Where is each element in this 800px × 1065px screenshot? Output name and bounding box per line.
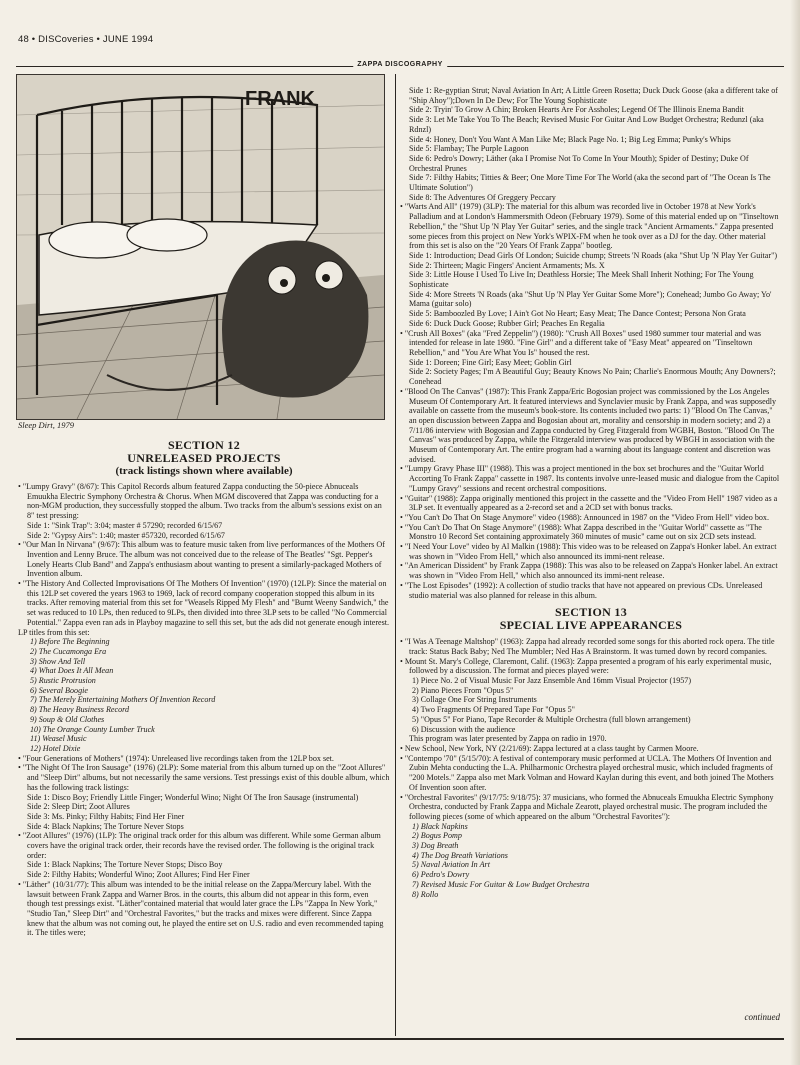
st-marys-list: [400, 676, 782, 734]
entry-st-marys: • Mount St. Mary's College, Claremont, Calif. (1963): Zappa presented a program of his early experimental music, followed by a discussion. The format and pieces played were:: [400, 657, 782, 676]
lp-titles-intro: LP titles from this set:: [18, 627, 90, 637]
entry-contempo-70: • "Contempo '70" (5/15/70): A festival of contemporary music performed at UCLA. The Mothers Of Invention and Zubin Mehta conducting the L.A. Philharmonic Orchestra played orchestral music, which included fragments of "200 Motels." Zappa also met Mark Volman and Howard Kaylan during this event, and both joined The Mothers Of Invention soon after.: [400, 754, 782, 793]
list-item: 9) Soup & Old Clothes: [30, 714, 105, 724]
list-item: 7) The Merely Entertaining Mothers Of Invention Record: [30, 695, 216, 705]
lather-side2: Side 2: Tryin' To Grow A Chin; Broken Hearts Are For Assholes; Legend Of The Illinois Enema Bandit: [409, 105, 744, 115]
entry-lumpy-gravy: • "Lumpy Gravy" (8/67): This Capitol Records album featured Zappa conducting the 50-piece Abnuceals Emuukha Electric Symphony Orchestra & Chorus. When MGM discovered that Zappa was conducting for a non-MGM production, they successfully stopped the album. Two tracks from the album's sessions exist on an 8" test pressing:: [18, 482, 390, 521]
entry-warts-and-all: • "Warts And All" (1979) (3LP): The material for this album was recorded live in October 1978 at New York's Palladium and at London's Hammersmith Odeon (February 1979). Some of this material ended up on "Tinseltown Rebellion," the "Shut Up 'N Play Yer Guitar" series, and the single track "Ancient Armaments." Zappa presented some pieces from this project on New York's WPIX-FM when he took over as a DJ for the day. Other material from this set is also on the "20 Years Of Frank Zappa" bootleg.: [400, 202, 782, 251]
section12-note: (track listings shown where available): [115, 465, 293, 477]
list-item: 1) Piece No. 2 of Visual Music For Jazz Ensemble And 16mm Visual Projector (1957): [412, 676, 692, 686]
footer-rule: [16, 1038, 784, 1040]
bedroom-drawing: [17, 75, 384, 419]
warts-side1: Side 1: Introduction; Dead Girls Of London; Suicide chump; Streets 'N Roads (aka "Shut Up 'N Play Yer Guitar"): [409, 250, 778, 260]
list-item: 11) Weasel Music: [30, 734, 87, 744]
lather-side7: Side 7: Filthy Habits; Titties & Beer; One More Time For The World (aka the second part of "The Ocean Is The Ultimate Solution"): [409, 173, 771, 193]
warts-side4: Side 4: More Streets 'N Roads (aka "Shut Up 'N Play Yer Guitar Some More"); Conehead; Jumbo Go Away; Yo' Mama (guitar solo): [409, 289, 772, 309]
list-item: 2) The Cucamonga Era: [30, 646, 107, 656]
entry-stage-video: • "You Can't Do That On Stage Anymore" video (1988): Announced in 1987 on the "Video From Hell" video box.: [400, 513, 782, 523]
sausage-side1: Side 1: Disco Boy; Friendly Little Finger; Wonderful Wino; Night Of The Iron Sausage (instrumental): [27, 792, 359, 802]
page-edge-shadow: [790, 0, 800, 1065]
entry-teenage-maltshop: • "I Was A Teenage Maltshop" (1963): Zappa had already recorded some songs for this aborted rock opera. The title track: Status Back Baby; Ned The Mumbler; Ned Has A Brainstorm. It was turned down by record companies.: [400, 637, 782, 656]
list-item: 3) Show And Tell: [30, 656, 86, 666]
section-label: ZAPPA DISCOGRAPHY: [353, 61, 447, 68]
entry-lather: • "Läther" (10/31/77): This album was intended to be the initial release on the Zappa/Mercury label. With the lawsuit between Frank Zappa and Warner Bros. in the courts, this album did not appear in this form, even though test pressings exist. "Läther"contained material that would later grace the LPs "Zappa In New York," "Studio Tan," Sleep Dirt" and "Orchestral Favorites," but the tracks and mixes were different. Since Zappa knew that the album was not coming out, he played the entire set on U.S. radio and even recommended taping it. The titles were;: [18, 880, 390, 938]
zoot-side1: Side 1: Black Napkins; The Torture Never Stops; Disco Boy: [27, 860, 223, 870]
lp-titles-list: [18, 637, 390, 753]
entry-crush-all-boxes: • "Crush All Boxes" (aka "Fred Zeppelin") (1980): "Crush All Boxes" used 1980 summer tour material and was intended for release in late 1980. "Fine Girl" and a different take of "Easy Meat" appeared on "Tinseltown Rebellion," and "You Are What You Is" housed the rest.: [400, 329, 782, 358]
section12-title: SECTION 12: [167, 438, 241, 452]
section13-subtitle: SPECIAL LIVE APPEARANCES: [499, 618, 683, 633]
list-item: 6) Several Boogie: [30, 685, 88, 695]
list-item: 1) Before The Beginning: [30, 637, 110, 647]
page-folio: 48 • DISCoveries • JUNE 1994: [18, 34, 154, 45]
list-item: 4) The Dog Breath Variations: [412, 850, 508, 860]
entry-new-school: • New School, New York, NY (2/21/69): Zappa lectured at a class taught by Carmen Moore.: [400, 744, 782, 754]
lather-side6: Side 6: Pedro's Dowry; Läther (aka I Promise Not To Come In Your Mouth); Spider of Destiny; Duke Of Orchestral Prunes: [409, 153, 749, 173]
section13-title: SECTION 13: [554, 605, 628, 620]
sleep-dirt-illustration: [16, 74, 385, 420]
list-item: 4) Two Fragments Of Prepared Tape For "Opus 5": [412, 705, 575, 715]
sausage-side2: Side 2: Sleep Dirt; Zoot Allures: [27, 802, 130, 812]
warts-side3: Side 3: Little House I Used To Live In; Deathless Horsie; The Meek Shall Inherit Nothing; For The Young Sophisticate: [409, 270, 754, 290]
crush-side2: Side 2: Society Pages; I'm A Beautiful Guy; Beauty Knows No Pain; Charlie's Enormous Mouth; Any Downers?; Conehead: [409, 367, 776, 387]
list-item: 4) What Does It All Mean: [30, 666, 114, 676]
entry-lost-episodes: • "The Lost Episodes" (1992): A collection of studio tracks that have not appeared on previous CDs. Unreleased studio material was also planned for release in this album.: [400, 581, 782, 600]
orchestral-list: [400, 822, 782, 900]
lather-side1: Side 1: Re-gyptian Strut; Naval Aviation In Art; A Little Green Rosetta; Duck Duck Goose (aka a different take of "Ship Ahoy");Down In De Dew; For The Young Sophisticate: [409, 86, 778, 105]
lather-side3: Side 3: Let Me Take You To The Beach; Revised Music For Guitar And Low Budget Orchestra; Redunzl (aka Rdnzl): [409, 115, 764, 134]
list-item: 10) The Orange County Lumber Truck: [30, 724, 155, 734]
list-item: 12) Hotel Dixie: [30, 743, 81, 753]
lather-side8: Side 8: The Adventures Of Greggery Peccary: [409, 192, 556, 202]
list-item: 6) Pedro's Dowry: [412, 870, 470, 880]
entry-american-dissident: • "An American Dissident" by Frank Zappa (1988): This was also to be released on Zappa's Honker label. An extract was shown in "Video From Hell," which also announced its immi-nent release.: [400, 561, 782, 580]
entry-orchestral-favorites: • "Orchestral Favorites" (9/17/75: 9/18/75): 37 musicians, who formed the Abnuceals Emuukha Electric Symphony Orchestra, conducted by Frank Zappa and Michale Zearott, played orchestral music. The program included the following pieces (some of which appeared on the album "Orchestral Favorites"):: [400, 793, 782, 822]
list-item: 8) The Heavy Business Record: [30, 705, 130, 715]
section12-heading: [18, 439, 390, 477]
right-column: [400, 86, 782, 899]
list-item: 2) Piano Pieces From "Opus 5": [412, 685, 514, 695]
list-item: 7) Revised Music For Guitar & Low Budget Orchestra: [412, 879, 590, 889]
list-item: 5) "Opus 5" For Piano, Tape Recorder & Multiple Orchestra (full blown arrangement): [412, 714, 691, 724]
list-item: 3) Collage One For String Instruments: [412, 695, 537, 705]
continued-label: continued: [744, 1012, 780, 1022]
list-item: 6) Discussion with the audience: [412, 724, 516, 734]
sausage-side4: Side 4: Black Napkins; The Torture Never Stops: [27, 821, 184, 831]
list-item: 8) Rollo: [412, 889, 439, 899]
zoot-side2: Side 2: Filthy Habits; Wonderful Wino; Zoot Allures; Find Her Finer: [27, 870, 250, 880]
lather-side5: Side 5: Flambay; The Purple Lagoon: [409, 144, 529, 154]
lather-side4: Side 4: Honey, Don't You Want A Man Like Me; Black Page No. 1; Big Leg Emma; Punky's Whips: [409, 134, 731, 144]
entry-need-your-love: • "I Need Your Love" video by Al Malkin (1988): This video was to be released on Zappa's Honker label. An extract was shown in "Video From Hell," which also announced its immi-nent release.: [400, 542, 782, 561]
entry-four-generations: • "Four Generations of Mothers" (1974): Unreleased live recordings taken from the 12LP box set.: [18, 754, 390, 764]
section13-heading: [400, 606, 782, 632]
entry-our-man-in-nirvana: • "Our Man In Nirvana" (9/67): This album was to feature music taken from live performances of the Mothers Of Invention and Lenny Bruce. The album was not conceived due to the release of The Beatles' "Sgt. Pepper's Lonely Hearts Club Band" and Zappa's enthusiasm about wanting to present a similarly-packaged Mothers of Invention album.: [18, 540, 390, 579]
section-header-bar: [16, 62, 784, 70]
entry-stage-cassette: • "You Can't Do That On Stage Anymore" (1988): What Zappa described in the "Guitar World" cassette as "The Monstro 10 Record Set containing approximately 360 minutes of music" came out on six 2CD sets instead.: [400, 523, 782, 542]
entry-zoot-allures: • "Zoot Allures" (1976) (1LP): The original track order for this album was different. While some German album covers have the original track order, their records have the revised order. The following is the original track order:: [18, 831, 390, 860]
list-item: 1) Black Napkins: [412, 821, 468, 831]
warts-side2: Side 2: Thirteen; Magic Fingers' Ancient Armaments; Ms. X: [409, 260, 605, 270]
crush-side1: Side 1: Doreen; Fine Girl; Easy Meet; Goblin Girl: [409, 357, 572, 367]
frank-lettering: FRANK: [245, 88, 315, 110]
entry-blood-on-canvas: • "Blood On The Canvas" (1987): This Frank Zappa/Eric Bogosian project was commissioned by the Los Angeles Museum Of Contemporary Art. It featured interviews and Synclavier music by Frank Zappa, and was supposedly available on cassette from the museum's book-store. Its contents included two parts: 1) "Blood On The Canvas," an open discussion between Zappa and Bogosian about art, morality and censorship in modern society; and 2) a 7/11/86 interview with Bogosian and Zappa conducted by Greg Fitzgerald from WGBH, Boston. "Blood On The Canvas" was produced by Zappa, while the Fitzgerald interview was produced by WBGH in association with the Museum of Contemporary Art. The entire program had a warning about its language content and discretion was advised.: [400, 387, 782, 465]
lumpy-side1: Side 1: "Sink Trap": 3:04; master # 57290; recorded 6/15/67: [27, 520, 223, 530]
list-item: 2) Bogus Pomp: [412, 831, 462, 841]
entry-lumpy-gravy-phase3: • "Lumpy Gravy Phase III" (1988). This was a project mentioned in the box set brochures and the "Guitar World Accorting To Frank Zappa" cassette in 1987. Its contents involve unre-leased music and dialogue from the Capitol "Lumpy Gravy" sessions and recent orchestral compositions.: [400, 464, 782, 493]
illustration-caption: Sleep Dirt, 1979: [18, 420, 74, 430]
section12-subtitle: UNRELEASED PROJECTS: [127, 451, 281, 465]
entry-history-collected: • "The History And Collected Improvisations Of The Mothers Of Invention" (1970) (12LP): Since the material on this 12LP set covered the years 1963 to 1969, lack of record company cooperation stopped this album in its tracks. After removing material from this set for "Weasels Ripped My Flesh" and "Burnt Weeny Sandwich," the set was reduced to 10 LPs, then reduced to 9LPs, then divided into three 3LP sets to be called "No Commercial Potential." Zappa even ran ads in Playboy magazine to sell this set, but the ads did not generate enough interest.: [18, 579, 390, 628]
left-column: [18, 436, 390, 938]
st-marys-note: This program was later presented by Zappa on radio in 1970.: [409, 734, 607, 744]
list-item: 5) Naval Aviation In Art: [412, 860, 490, 870]
entry-guitar: • "Guitar" (1988): Zappa originally mentioned this project in the cassette and the "Video From Hell" 1987 video as a 3LP set. It eventually appeared as a 2-record set and a 2CD set with bonus tracks.: [400, 494, 782, 513]
entry-iron-sausage: • "The Night Of The Iron Sausage" (1976) (2LP): Some material from this album turned up on the "Zoot Allures" and "Sleep Dirt" albums, but not necessarily the same versions. Test pressings exist of this double album, which has the following track listings:: [18, 763, 390, 792]
column-divider: [395, 74, 396, 1036]
sausage-side3: Side 3: Ms. Pinky; Filthy Habits; Find Her Finer: [27, 811, 185, 821]
warts-side5: Side 5: Bamboozled By Love; I Ain't Got No Heart; Easy Meat; The Dance Contest; Persona Non Grata: [409, 309, 746, 319]
lumpy-side2: Side 2: "Gypsy Airs": 1:40; master #57320, recorded 6/15/67: [27, 530, 225, 540]
list-item: 3) Dog Breath: [412, 841, 459, 851]
list-item: 5) Rustic Protrusion: [30, 676, 96, 686]
warts-side6: Side 6: Duck Duck Goose; Rubber Girl; Peaches En Regalia: [409, 318, 605, 328]
